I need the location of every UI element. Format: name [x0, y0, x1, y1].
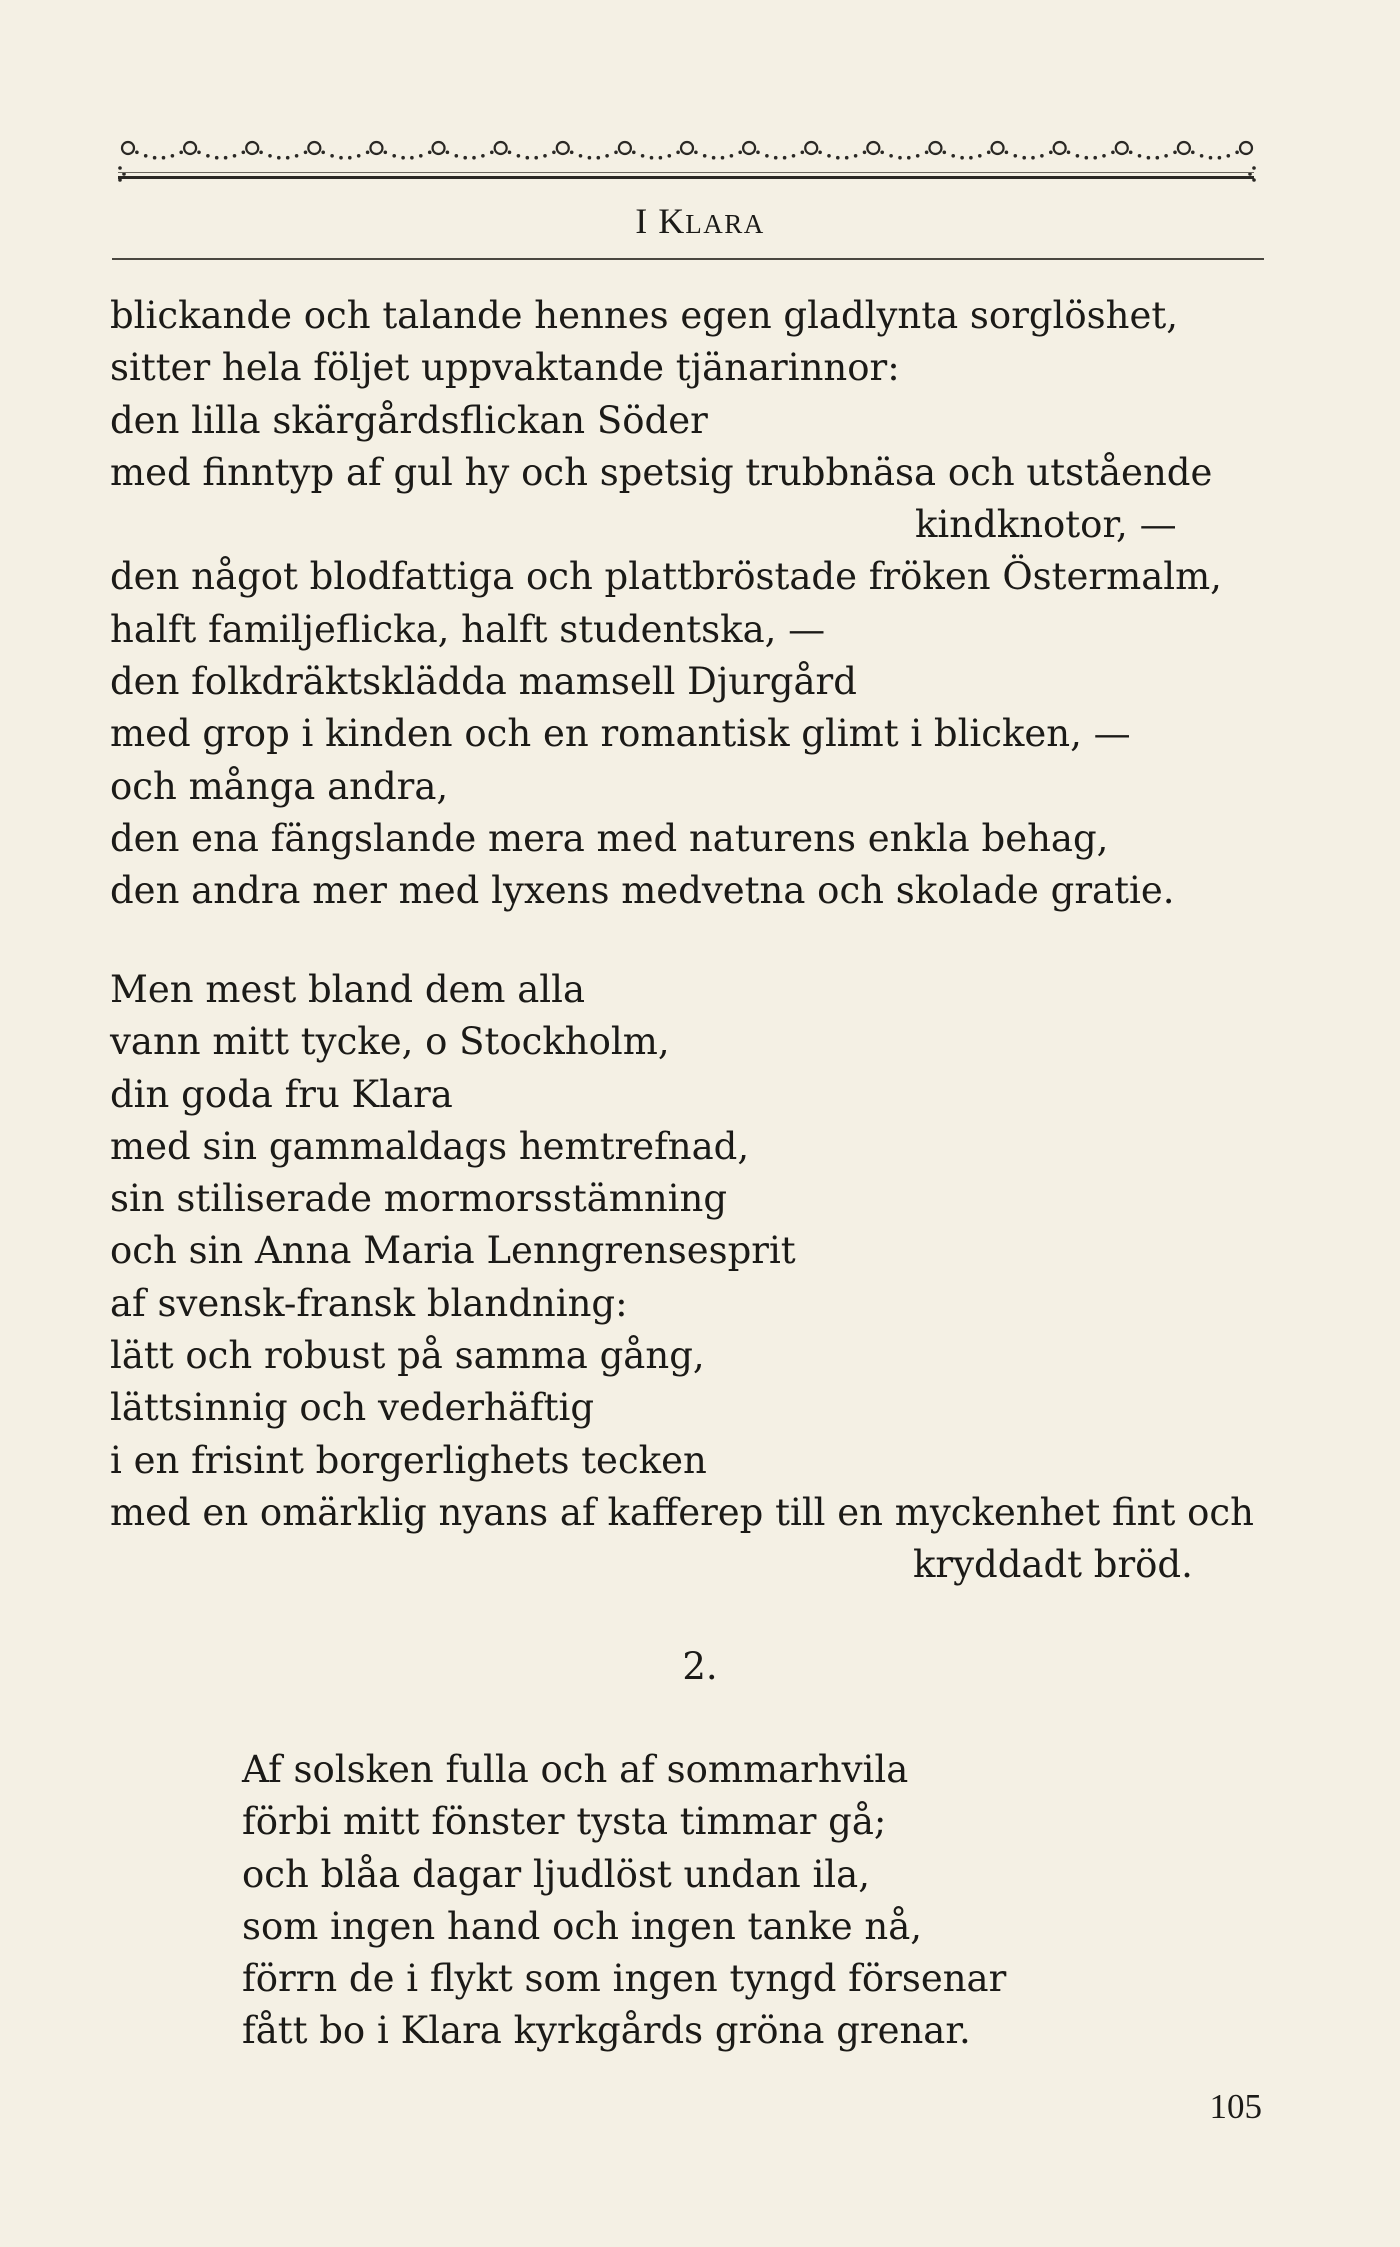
- ornament-dot: [330, 154, 334, 158]
- ornament-dot: [605, 154, 609, 158]
- ornament-circle: [681, 142, 693, 154]
- ornament-rule-thin: [118, 172, 1254, 173]
- ornament-dot: [171, 154, 175, 158]
- ornament-dot: [916, 154, 920, 158]
- ornament-dot: [703, 154, 707, 158]
- ornament-circle: [557, 142, 569, 154]
- ornament-dot: [792, 154, 796, 158]
- ornament-dot: [552, 151, 556, 155]
- ornament-dot: [907, 156, 911, 160]
- ornament-dot: [650, 156, 654, 160]
- ornament-dot: [455, 154, 459, 158]
- ornament-dot: [756, 151, 760, 155]
- ornament-dot: [597, 156, 601, 160]
- verse-line: vann mitt tycke, o Stockholm,: [110, 1020, 670, 1064]
- ornament-dot: [943, 151, 947, 155]
- ornament-dot: [1031, 156, 1035, 160]
- ornament-dot: [277, 156, 281, 160]
- verse-line: den ena fängslande mera med naturens enkla behag,: [110, 816, 1109, 860]
- ornament-dot: [765, 154, 769, 158]
- chapter-title-rest: LARA: [685, 209, 765, 239]
- ornament-dot: [676, 151, 680, 155]
- ornament-dot: [854, 154, 858, 158]
- ornament-dot: [969, 156, 973, 160]
- verse-line: med grop i kinden och en romantisk glimt i blicken, —: [110, 712, 1131, 756]
- ornament-dot: [632, 151, 636, 155]
- ornament-dot: [481, 154, 485, 158]
- ornament-dot: [1067, 151, 1071, 155]
- ornament-dot: [738, 151, 742, 155]
- ornament-dot: [410, 156, 414, 160]
- ornament-circle: [619, 142, 631, 154]
- ornament-dot: [162, 156, 166, 160]
- verse-line: med finntyp af gul hy och spetsig trubbnäsa och utstående: [110, 450, 1213, 494]
- ornament-circle: [867, 142, 879, 154]
- ornament-dot: [1200, 154, 1204, 158]
- ornament-dot: [774, 156, 778, 160]
- ornament-dot: [534, 156, 538, 160]
- ornament-dot: [295, 154, 299, 158]
- ornament-dot: [517, 154, 521, 158]
- ornament-dot: [197, 151, 201, 155]
- ornament-dot: [135, 151, 139, 155]
- chapter-numeral: I: [635, 201, 649, 241]
- ornament-dot: [1005, 151, 1009, 155]
- section-number: 2.: [682, 1645, 718, 1688]
- ornament-dot: [845, 156, 849, 160]
- header-rule: [112, 258, 1264, 260]
- ornament-dot: [659, 156, 663, 160]
- verse-line: förbi mitt fönster tysta timmar gå;: [242, 1800, 887, 1844]
- ornament-dot: [357, 154, 361, 158]
- ornament-circle: [1240, 142, 1252, 154]
- verse-line: den något blodfattiga och plattbröstade fröken Östermalm,: [110, 555, 1222, 599]
- ornament-dot: [827, 154, 831, 158]
- ornament-dot: [668, 154, 672, 158]
- ornament-circle: [246, 142, 258, 154]
- ornament-dot: [1085, 156, 1089, 160]
- ornament-circle: [370, 142, 382, 154]
- chapter-title-initial: K: [658, 201, 686, 241]
- verse-line: blickande och talande hennes egen gladlynta sorglöshet,: [110, 294, 1179, 337]
- ornament-dot: [179, 151, 183, 155]
- ornament-dot: [419, 154, 423, 158]
- ornament-dot: [508, 151, 512, 155]
- ornament-dot: [384, 151, 388, 155]
- ornament-dot: [233, 154, 237, 158]
- verse-line: sitter hela följet uppvaktande tjänarinnor:: [110, 346, 900, 390]
- verse-line: din goda fru Klara: [110, 1072, 453, 1116]
- ornament-dot: [1147, 156, 1151, 160]
- ornament-dot: [543, 154, 547, 158]
- ornament-circle: [184, 142, 196, 154]
- verse-line: den lilla skärgårdsflickan Söder: [110, 398, 708, 442]
- ornament-dot: [1156, 156, 1160, 160]
- ornament-dot: [694, 151, 698, 155]
- page-number: 105: [1209, 2087, 1262, 2126]
- ornament-dot: [978, 154, 982, 158]
- ornament-dot: [925, 151, 929, 155]
- ornament-dot: [1235, 151, 1239, 155]
- ornament-circle: [743, 142, 755, 154]
- ornament-dot: [641, 154, 645, 158]
- ornament-dot: [463, 156, 467, 160]
- ornament-circles: [122, 142, 1252, 154]
- verse-line: som ingen hand och ingen tanke nå,: [242, 1904, 923, 1948]
- ornament-dot: [259, 151, 263, 155]
- ornament-dot: [588, 156, 592, 160]
- ornament-circle: [495, 142, 507, 154]
- ornament-dot: [987, 151, 991, 155]
- ornament-dot: [526, 156, 530, 160]
- ornament-dot: [268, 154, 272, 158]
- ornament-dot: [960, 156, 964, 160]
- ornament-dot: [801, 151, 805, 155]
- ornament-dot: [614, 151, 618, 155]
- ornament-rule: [118, 176, 1254, 179]
- ornament-dot: [118, 166, 122, 170]
- verse-line: med en omärklig nyans af kafferep till en myckenhet fint och: [110, 1490, 1254, 1534]
- ornament-dot: [242, 151, 246, 155]
- verse-line: i en frisint borgerlighets tecken: [110, 1438, 707, 1482]
- ornament-dot: [863, 151, 867, 155]
- verse-line: den folkdräktsklädda mamsell Djurgård: [110, 660, 857, 704]
- verse-line-runover: kryddadt bröd.: [913, 1543, 1193, 1587]
- ornament-dot: [1209, 156, 1213, 160]
- verse-line: den andra mer med lyxens medvetna och skolade gratie.: [110, 869, 1175, 913]
- ornament-dot: [1227, 154, 1231, 158]
- ornament-dot: [1040, 154, 1044, 158]
- ornament-dot: [490, 151, 494, 155]
- ornament-dot: [321, 151, 325, 155]
- ornament-dot: [1164, 154, 1168, 158]
- ornament-dot: [1129, 151, 1133, 155]
- ornament-dot: [224, 156, 228, 160]
- ornament-dot: [392, 154, 396, 158]
- ornament-dot: [1102, 154, 1106, 158]
- verse-line: förrn de i flykt som ingen tyngd försenar: [242, 1957, 1007, 2001]
- ornament-dot: [401, 156, 405, 160]
- verse-line-runover: kindknotor, —: [915, 503, 1177, 547]
- ornament-dot: [1022, 156, 1026, 160]
- verse-line: fått bo i Klara kyrkgårds gröna grenar.: [242, 2009, 971, 2053]
- ornament-dot: [1093, 156, 1097, 160]
- ornament-dot: [339, 156, 343, 160]
- stanza-3: [242, 1744, 1142, 2058]
- stanza-1: [110, 290, 1262, 918]
- ornament-circle: [992, 142, 1004, 154]
- ornament-dot: [153, 156, 157, 160]
- ornament-dot: [818, 151, 822, 155]
- ornament-dot: [1138, 154, 1142, 158]
- ornament-dot: [1173, 151, 1177, 155]
- ornamental-header-band: [110, 128, 1265, 188]
- ornament-dot: [206, 154, 210, 158]
- ornament-dot: [889, 154, 893, 158]
- ornament-dot: [1218, 156, 1222, 160]
- ornament-dot: [1252, 166, 1256, 170]
- ornament-dot: [1014, 154, 1018, 158]
- ornament-dot: [215, 156, 219, 160]
- ornament-dot: [1191, 151, 1195, 155]
- ornament-dot: [1049, 151, 1053, 155]
- verse-line: och många andra,: [110, 764, 449, 808]
- ornament-dot: [1111, 151, 1115, 155]
- ornament-dot: [783, 156, 787, 160]
- ornament-dot: [951, 154, 955, 158]
- verse-line: och sin Anna Maria Lenngrensesprit: [110, 1229, 796, 1273]
- ornament-dot: [472, 156, 476, 160]
- verse-line: och blåa dagar ljudlöst undan ila,: [242, 1852, 870, 1896]
- verse-line: Men mest bland dem alla: [110, 968, 586, 1011]
- ornament-dot: [579, 154, 583, 158]
- verse-line: lättsinnig och vederhäftig: [110, 1386, 595, 1430]
- ornament-circle: [1054, 142, 1066, 154]
- ornament-dot: [428, 151, 432, 155]
- verse-line: af svensk-fransk blandning:: [110, 1281, 628, 1325]
- verse-line: Af solsken fulla och af sommarhvila: [242, 1748, 909, 1791]
- verse-line: med sin gammaldags hemtrefnad,: [110, 1124, 750, 1168]
- ornament-dot: [721, 156, 725, 160]
- ornament-dot: [1076, 154, 1080, 158]
- ornament-dot: [304, 151, 308, 155]
- ornament-dot: [836, 156, 840, 160]
- running-head: [0, 200, 1400, 242]
- ornament-dot: [570, 151, 574, 155]
- ornament-circle: [929, 142, 941, 154]
- ornament-dot: [446, 151, 450, 155]
- ornament-dot: [348, 156, 352, 160]
- ornament-dot: [286, 156, 290, 160]
- ornament-dot: [366, 151, 370, 155]
- verse-line: halft familjeflicka, halft studentska, —: [110, 607, 826, 651]
- verse-line: sin stiliserade mormorsstämning: [110, 1177, 728, 1221]
- ornament-dot: [898, 156, 902, 160]
- ornament-circle: [122, 142, 134, 154]
- ornament-dot: [712, 156, 716, 160]
- ornament-circle: [1116, 142, 1128, 154]
- ornament-dot: [880, 151, 884, 155]
- stanza-2: [110, 964, 1262, 1592]
- ornament-circle: [1178, 142, 1190, 154]
- ornament-dot: [730, 154, 734, 158]
- ornament-circle: [308, 142, 320, 154]
- ornament-circle: [433, 142, 445, 154]
- ornament-dot: [144, 154, 148, 158]
- verse-line: lätt och robust på samma gång,: [110, 1334, 705, 1378]
- ornament-circle: [805, 142, 817, 154]
